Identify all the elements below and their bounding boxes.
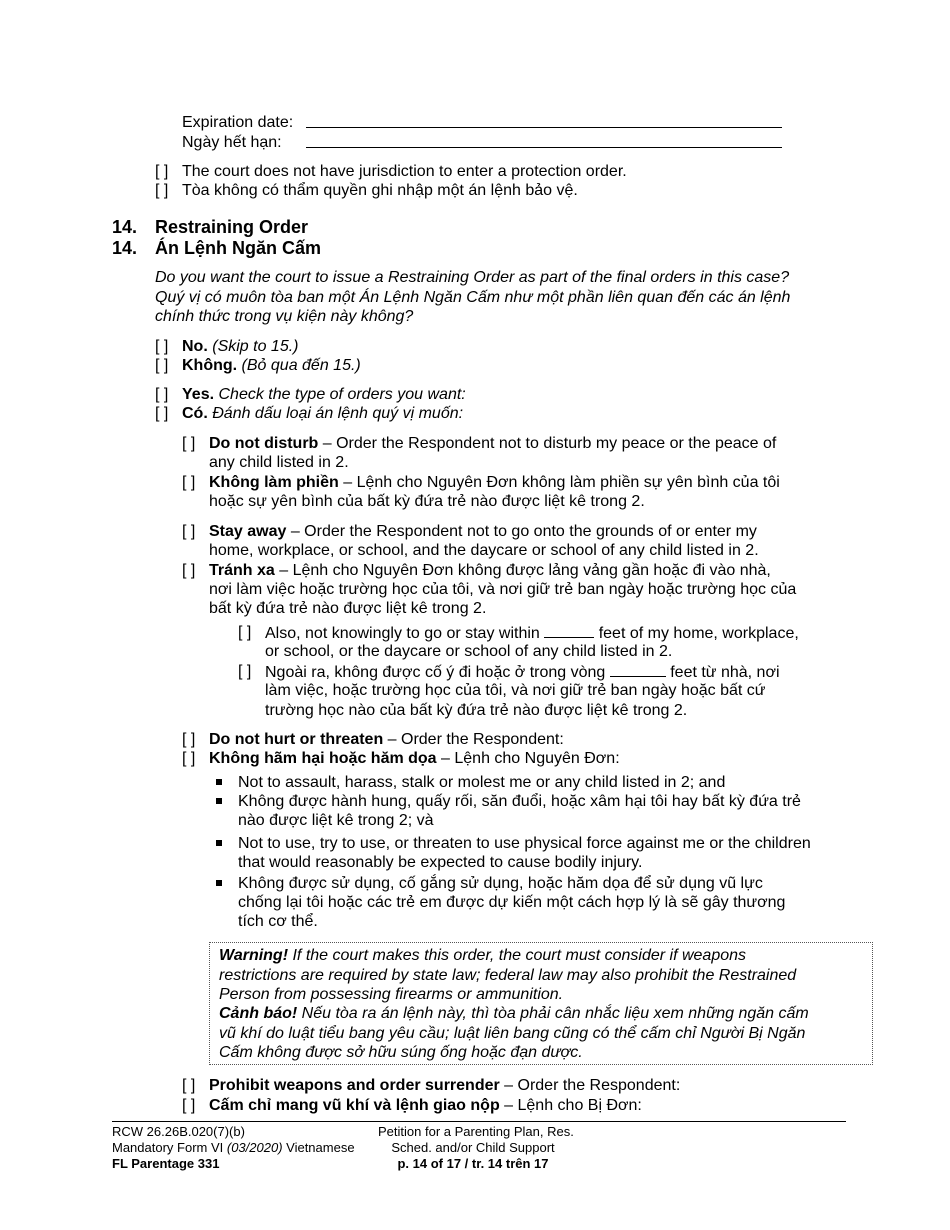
footer-title-2: Sched. and/or Child Support (391, 1140, 555, 1155)
hurt-text: Do not hurt or threaten – Order the Respondent: (209, 731, 564, 748)
yes-option: Yes. Check the type of orders you want: (182, 386, 466, 403)
also-text-vi-2: làm việc, hoặc trường học của tôi, và nơi giữ trẻ ban ngày hoặc bất cứ (265, 682, 766, 699)
stay-away-text: Stay away – Order the Respondent not to go onto the grounds of or enter my (209, 523, 757, 540)
question-text-vi-2: chính thức trong vụ kiện này không? (155, 308, 414, 325)
footer-parentage: FL Parentage 331 (112, 1156, 220, 1171)
disturb-text-vi-2: hoặc sự yên bình của bất kỳ đứa trẻ nào được liệt kê trong 2. (209, 493, 645, 510)
section-number-vi: 14. (112, 238, 138, 258)
disturb-text-vi: Không làm phiền – Lệnh cho Nguyên Đơn không làm phiền sự yên bình của tôi (209, 474, 780, 491)
stay-away-text-vi-2: nơi làm việc hoặc trường học của tôi, và nơi giữ trẻ ban ngày hoặc trường học của (209, 581, 797, 598)
feet-field-vi[interactable] (610, 662, 666, 677)
bullet-text: chống lại tôi hoặc các trẻ em được dự kiến một cách hợp lý là sẽ gây thương (238, 894, 786, 911)
hurt-checkbox[interactable]: [ ] (182, 731, 196, 748)
warning-text-vi: Cấm không được sở hữu súng ống hoặc đạn dược. (219, 1044, 583, 1061)
weapons-text-vi: Cấm chỉ mang vũ khí và lệnh giao nộp – Lệnh cho Bị Đơn: (209, 1097, 642, 1114)
expiration-date-label-vi: Ngày hết hạn: (182, 134, 282, 151)
section-number: 14. (112, 217, 138, 237)
hurt-checkbox-vi[interactable]: [ ] (182, 750, 196, 767)
also-text-vi: Ngoài ra, không được cố ý đi hoặc ở trong vòng feet từ nhà, nơi (265, 664, 780, 681)
bullet-icon (216, 779, 222, 785)
hurt-text-vi: Không hãm hại hoặc hăm dọa – Lệnh cho Nguyên Đơn: (209, 750, 620, 767)
also-text-2: or school, or the daycare or school of any child listed in 2. (265, 643, 673, 660)
no-option: No. (Skip to 15.) (182, 338, 299, 355)
bullet-icon (216, 798, 222, 804)
footer-title-1: Petition for a Parenting Plan, Res. (378, 1124, 574, 1139)
feet-field[interactable] (544, 623, 594, 638)
section-title-vi: Án Lệnh Ngăn Cấm (155, 238, 322, 258)
stay-away-checkbox-vi[interactable]: [ ] (182, 562, 196, 579)
stay-away-text-vi-3: bất kỳ đứa trẻ nào được liệt kê trong 2. (209, 600, 487, 617)
stay-away-checkbox[interactable]: [ ] (182, 523, 196, 540)
jurisdiction-text-vi: Tòa không có thẩm quyền ghi nhập một án lệnh bảo vệ. (182, 182, 578, 199)
bullet-text: Không được hành hung, quấy rối, săn đuổi, hoặc xâm hại tôi hay bất kỳ đứa trẻ (238, 793, 801, 810)
disturb-checkbox-vi[interactable]: [ ] (182, 474, 196, 491)
disturb-text-2: any child listed in 2. (209, 454, 349, 471)
expiration-date-label: Expiration date: (182, 114, 294, 131)
jurisdiction-text: The court does not have jurisdiction to enter a protection order. (182, 163, 627, 180)
section-title: Restraining Order (155, 217, 309, 237)
stay-away-text-2: home, workplace, or school, and the daycare or school of any child listed in 2. (209, 542, 759, 559)
footer-divider (112, 1121, 846, 1122)
disturb-text: Do not disturb – Order the Respondent not to disturb my peace or the peace of (209, 435, 777, 452)
bullet-icon (216, 840, 222, 846)
warning-text-vi: Cảnh báo! Nếu tòa ra án lệnh này, thì tòa phải cân nhắc liệu xem những ngăn cấm (219, 1005, 809, 1022)
warning-text: restrictions are required by state law; federal law may also prohibit the Restrained (219, 967, 797, 984)
yes-option-vi: Có. Đánh dấu loại án lệnh quý vị muốn: (182, 405, 464, 422)
yes-checkbox[interactable]: [ ] (155, 386, 169, 403)
footer-form: Mandatory Form VI (03/2020) Vietnamese (112, 1140, 355, 1155)
no-option-vi: Không. (Bỏ qua đến 15.) (182, 357, 361, 374)
no-checkbox-vi[interactable]: [ ] (155, 357, 169, 374)
bullet-text: Not to use, try to use, or threaten to use physical force against me or the children (238, 835, 811, 852)
bullet-text: Not to assault, harass, stalk or molest me or any child listed in 2; and (238, 774, 726, 791)
bullet-text: that would reasonably be expected to cause bodily injury. (238, 854, 643, 871)
jurisdiction-checkbox[interactable]: [ ] (155, 163, 169, 180)
warning-text: Warning! If the court makes this order, the court must consider if weapons (219, 947, 747, 964)
weapons-checkbox-vi[interactable]: [ ] (182, 1097, 196, 1114)
bullet-icon (216, 880, 222, 886)
bullet-text: tích cơ thể. (238, 913, 318, 930)
also-checkbox[interactable]: [ ] (238, 624, 252, 641)
disturb-checkbox[interactable]: [ ] (182, 435, 196, 452)
weapons-checkbox[interactable]: [ ] (182, 1077, 196, 1094)
also-checkbox-vi[interactable]: [ ] (238, 663, 252, 680)
footer-page-number: p. 14 of 17 / tr. 14 trên 17 (397, 1156, 549, 1171)
also-text-vi-3: trường học nào của bất kỳ đứa trẻ nào được liệt kê trong 2. (265, 702, 688, 719)
jurisdiction-checkbox-vi[interactable]: [ ] (155, 182, 169, 199)
bullet-text: Không được sử dụng, cố gắng sử dụng, hoặc hăm dọa để sử dụng vũ lực (238, 875, 763, 892)
no-checkbox[interactable]: [ ] (155, 338, 169, 355)
weapons-text: Prohibit weapons and order surrender – Order the Respondent: (209, 1077, 681, 1094)
expiration-date-field-vi[interactable] (306, 147, 782, 148)
also-text: Also, not knowingly to go or stay within feet of my home, workplace, (265, 625, 799, 642)
warning-text-vi: vũ khí do luật tiểu bang yêu cầu; luật liên bang cũng có thể cấm chỉ Người Bị Ngăn (219, 1025, 806, 1042)
stay-away-text-vi: Tránh xa – Lệnh cho Nguyên Đơn không được lảng vảng gần hoặc đi vào nhà, (209, 562, 771, 579)
question-text-vi-1: Quý vị có muôn tòa ban một Án Lệnh Ngăn Cấm như một phần liên quan đến các án lệnh (155, 289, 791, 306)
question-text: Do you want the court to issue a Restraining Order as part of the final orders in this case? (155, 269, 790, 286)
footer-rcw: RCW 26.26B.020(7)(b) (112, 1124, 245, 1139)
warning-text: Person from possessing firearms or ammunition. (219, 986, 564, 1003)
bullet-text: nào được liệt kê trong 2; và (238, 812, 434, 829)
yes-checkbox-vi[interactable]: [ ] (155, 405, 169, 422)
expiration-date-field[interactable] (306, 127, 782, 128)
